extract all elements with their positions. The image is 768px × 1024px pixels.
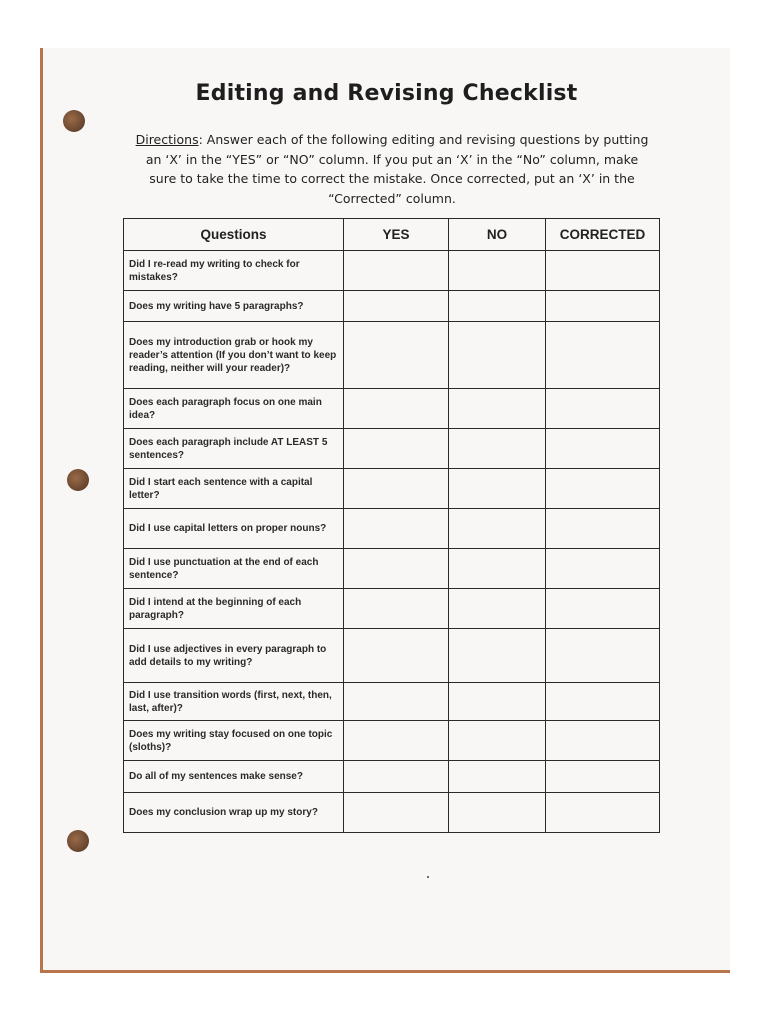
checklist-table xyxy=(123,218,660,833)
no-cell[interactable] xyxy=(449,429,546,469)
question-cell: Did I intend at the beginning of each paragraph? xyxy=(124,589,344,629)
no-cell[interactable] xyxy=(449,549,546,589)
yes-cell[interactable] xyxy=(344,429,449,469)
table-row xyxy=(124,469,660,509)
no-cell[interactable] xyxy=(449,509,546,549)
question-cell: Does each paragraph include AT LEAST 5 sentences? xyxy=(124,429,344,469)
corrected-cell[interactable] xyxy=(546,429,660,469)
no-cell[interactable] xyxy=(449,291,546,322)
corrected-cell[interactable] xyxy=(546,291,660,322)
no-cell[interactable] xyxy=(449,629,546,683)
no-cell[interactable] xyxy=(449,589,546,629)
yes-cell[interactable] xyxy=(344,251,449,291)
header-row xyxy=(124,219,660,251)
table-row xyxy=(124,509,660,549)
table-row xyxy=(124,793,660,833)
worksheet-page xyxy=(40,48,730,973)
header-yes: YES xyxy=(344,219,449,251)
corrected-cell[interactable] xyxy=(546,629,660,683)
no-cell[interactable] xyxy=(449,761,546,793)
header-corrected: CORRECTED xyxy=(546,219,660,251)
corrected-cell[interactable] xyxy=(546,761,660,793)
stray-mark xyxy=(427,876,429,878)
question-cell: Does my writing stay focused on one topic (sloths)? xyxy=(124,721,344,761)
yes-cell[interactable] xyxy=(344,389,449,429)
punch-hole-middle xyxy=(67,469,89,491)
yes-cell[interactable] xyxy=(344,291,449,322)
yes-cell[interactable] xyxy=(344,721,449,761)
page-title: Editing and Revising Checklist xyxy=(195,81,578,106)
corrected-cell[interactable] xyxy=(546,721,660,761)
corrected-cell[interactable] xyxy=(546,549,660,589)
table-row xyxy=(124,589,660,629)
question-cell: Does my introduction grab or hook my reader’s attention (If you don’t want to keep reading, neither will your reader)? xyxy=(124,322,344,389)
question-cell: Do all of my sentences make sense? xyxy=(124,761,344,793)
question-cell: Did I use capital letters on proper nouns? xyxy=(124,509,344,549)
yes-cell[interactable] xyxy=(344,549,449,589)
corrected-cell[interactable] xyxy=(546,793,660,833)
question-cell: Does my writing have 5 paragraphs? xyxy=(124,291,344,322)
punch-hole-top xyxy=(63,110,85,132)
no-cell[interactable] xyxy=(449,389,546,429)
no-cell[interactable] xyxy=(449,251,546,291)
corrected-cell[interactable] xyxy=(546,251,660,291)
table-row xyxy=(124,291,660,322)
yes-cell[interactable] xyxy=(344,683,449,721)
corrected-cell[interactable] xyxy=(546,469,660,509)
no-cell[interactable] xyxy=(449,469,546,509)
table-row xyxy=(124,549,660,589)
directions-text: : Answer each of the following editing and revising questions by putting an ‘X’ in the “YES” or “NO” column. If you put an ‘X’ in the “No” column, make sure to take the time to correct the mistake. Once corrected, put an ‘X’ in the “Corrected” column. xyxy=(145,132,649,206)
no-cell[interactable] xyxy=(449,683,546,721)
table-row xyxy=(124,429,660,469)
question-cell: Does each paragraph focus on one main idea? xyxy=(124,389,344,429)
question-cell: Did I use punctuation at the end of each sentence? xyxy=(124,549,344,589)
corrected-cell[interactable] xyxy=(546,322,660,389)
corrected-cell[interactable] xyxy=(546,509,660,549)
yes-cell[interactable] xyxy=(344,509,449,549)
table-row xyxy=(124,761,660,793)
no-cell[interactable] xyxy=(449,793,546,833)
directions-label: Directions xyxy=(135,132,199,147)
question-cell: Did I use transition words (first, next, then, last, after)? xyxy=(124,683,344,721)
question-cell: Does my conclusion wrap up my story? xyxy=(124,793,344,833)
table-row xyxy=(124,683,660,721)
corrected-cell[interactable] xyxy=(546,389,660,429)
question-cell: Did I use adjectives in every paragraph to add details to my writing? xyxy=(124,629,344,683)
corrected-cell[interactable] xyxy=(546,589,660,629)
question-cell: Did I start each sentence with a capital letter? xyxy=(124,469,344,509)
yes-cell[interactable] xyxy=(344,469,449,509)
table-row xyxy=(124,629,660,683)
header-no: NO xyxy=(449,219,546,251)
no-cell[interactable] xyxy=(449,322,546,389)
table-row xyxy=(124,251,660,291)
question-cell: Did I re-read my writing to check for mistakes? xyxy=(124,251,344,291)
directions xyxy=(131,130,653,208)
yes-cell[interactable] xyxy=(344,629,449,683)
yes-cell[interactable] xyxy=(344,761,449,793)
yes-cell[interactable] xyxy=(344,322,449,389)
punch-hole-bottom xyxy=(67,830,89,852)
table-row xyxy=(124,389,660,429)
yes-cell[interactable] xyxy=(344,589,449,629)
yes-cell[interactable] xyxy=(344,793,449,833)
corrected-cell[interactable] xyxy=(546,683,660,721)
header-questions: Questions xyxy=(124,219,344,251)
table-row xyxy=(124,721,660,761)
table-row xyxy=(124,322,660,389)
no-cell[interactable] xyxy=(449,721,546,761)
